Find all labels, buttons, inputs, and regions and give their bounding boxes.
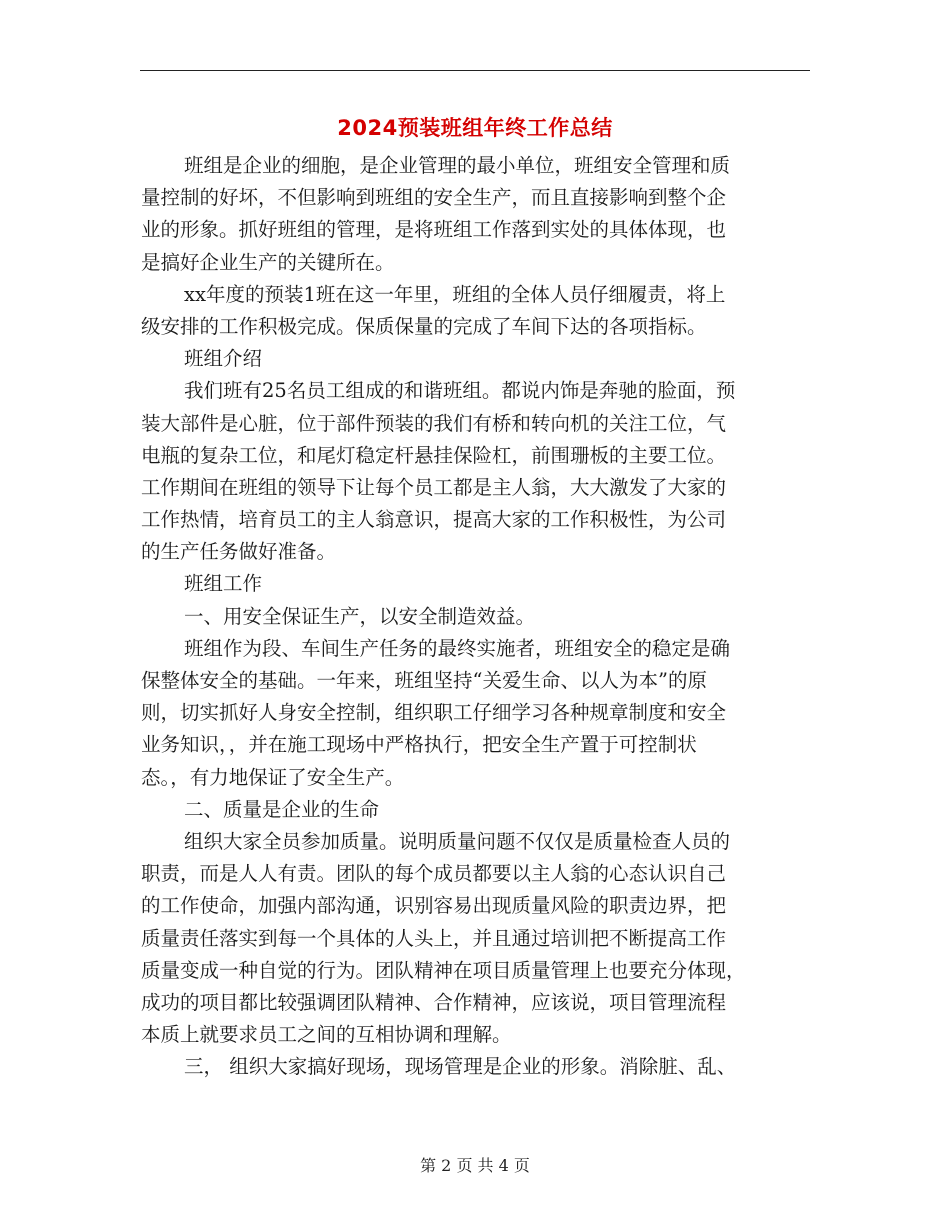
text-line: 的工作使命，加强内部沟通，识别容易出现质量风险的职责边界，把 — [141, 894, 727, 918]
text-line: 本质上就要求员工之间的互相协调和理解。 — [141, 1023, 512, 1047]
text-line: 班组是企业的细胞，是企业管理的最小单位，班组安全管理和质 — [184, 154, 731, 177]
text-line: 质量变成一种自觉的行为。团队精神在项目质量管理上也要充分体现， — [141, 958, 746, 982]
text-line: 成功的项目都比较强调团队精神、合作精神，应该说，项目管理流程 — [141, 990, 727, 1014]
text-line: 三， 组织大家搞好现场，现场管理是企业的形象。消除脏、乱、 — [184, 1055, 737, 1079]
text-line: 量控制的好坏，不但影响到班组的安全生产，而且直接影响到整个企 — [141, 186, 727, 210]
text-line: 工作热情，培育员工的主人翁意识，提高大家的工作积极性，为公司 — [141, 508, 727, 532]
text-line: 装大部件是心脏，位于部件预装的我们有桥和转向机的关注工位，气 — [141, 411, 727, 435]
text-line: 业务知识，，并在施工现场中严格执行，把安全生产置于可控制状 — [141, 733, 697, 757]
text-line: 态。，有力地保证了安全生产。 — [141, 765, 405, 789]
text-line: 是搞好企业生产的关键所在。 — [141, 250, 395, 274]
text-line: 班组作为段、车间生产任务的最终实施者，班组安全的稳定是确 — [184, 636, 731, 660]
header-rule — [140, 70, 810, 71]
text-line: 我们班有25名员工组成的和谐班组。都说内饰是奔驰的脸面，预 — [184, 379, 736, 403]
text-line: 一、用安全保证生产，以安全制造效益。 — [184, 604, 536, 628]
text-line: 的生产任务做好准备。 — [141, 540, 337, 564]
text-line: 保整体安全的基础。一年来，班组坚持“关爱生命、以人为本”的原 — [141, 669, 707, 692]
text-line: 则，切实抓好人身安全控制，组织职工仔细学习各种规章制度和安全 — [141, 701, 727, 725]
text-line: 二、质量是企业的生命 — [184, 797, 380, 821]
text-line: 班组介绍 — [184, 347, 263, 371]
text-line: 级安排的工作积极完成。保质保量的完成了车间下达的各项指标。 — [141, 314, 707, 338]
text-line: 工作期间在班组的领导下让每个员工都是主人翁，大大激发了大家的 — [141, 475, 727, 499]
document-title: 2024预装班组年终工作总结 — [337, 116, 613, 140]
text-line: 班组工作 — [184, 572, 263, 596]
page-footer: 第 2 页 共 4 页 — [420, 1156, 530, 1175]
text-line: 质量责任落实到每一个具体的人头上，并且通过培训把不断提高工作 — [141, 926, 727, 950]
text-line: 职责，而是人人有责。团队的每个成员都要以主人翁的心态认识自己 — [141, 862, 727, 886]
text-line: xx年度的预装1班在这一年里，班组的全体人员仔细履责，将上 — [184, 282, 726, 306]
text-line: 业的形象。抓好班组的管理，是将班组工作落到实处的具体体现，也 — [141, 218, 727, 242]
text-line: 组织大家全员参加质量。说明质量问题不仅仅是质量检查人员的 — [184, 829, 731, 853]
text-line: 电瓶的复杂工位，和尾灯稳定杆悬挂保险杠，前围珊板的主要工位。 — [141, 443, 727, 467]
document-body — [141, 150, 809, 1083]
